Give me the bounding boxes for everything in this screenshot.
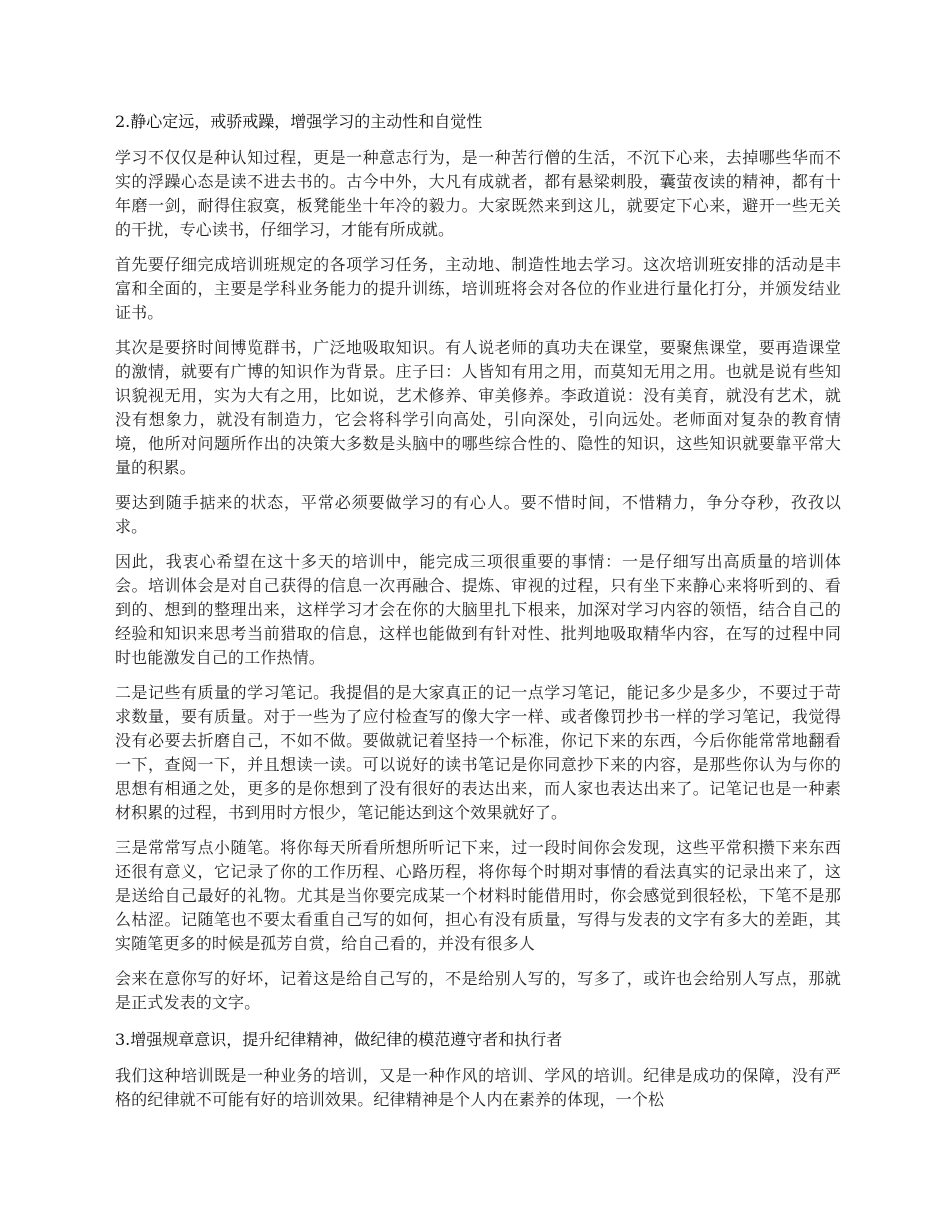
paragraph: 二是记些有质量的学习笔记。我提倡的是大家真正的记一点学习笔记，能记多少是多少，不要过于苛求数量，要有质量。对于一些为了应付检查写的像大字一样、或者像罚抄书一样的学习笔记，我觉得没有必要去折磨自己，不如不做。要做就记着坚持一个标准，你记下来的东西，今后你能常常地翻看一下，查阅一下，并且想读一读。可以说好的读书笔记是你同意抄下来的内容，是那些你认为与你的思想有相通之处，更多的是你想到了没有很好的表达出来，而人家也表达出来了。记笔记也是一种素材积累的过程，书到用时方恨少，笔记能达到这个效果就好了。 — [115, 683, 841, 822]
document-page — [115, 108, 841, 1123]
section-3-heading: 3.增强规章意识，提升纪律精神，做纪律的模范遵守者和执行者 — [115, 1030, 563, 1049]
paragraph: 学习不仅仅是种认知过程，更是一种意志行为，是一种苦行僧的生活，不沉下心来，去掉哪些华而不实的浮躁心态是读不进去书的。古今中外，大凡有成就者，都有悬梁刺股，囊萤夜读的精神，都有十年磨一剑，耐得住寂寞，板凳能坐十年冷的毅力。大家既然来到这儿，就要定下心来，避开一些无关的干扰，专心读书，仔细学习，才能有所成就。 — [115, 148, 841, 239]
paragraph: 因此，我衷心希望在这十多天的培训中，能完成三项很重要的事情：一是仔细写出高质量的培训体会。培训体会是对自己获得的信息一次再融合、提炼、审视的过程，只有坐下来静心来将听到的、看到的、想到的整理出来，这样学习才会在你的大脑里扎下根来，加深对学习内容的领悟，结合自己的经验和知识来思考当前猎取的信息，这样也能做到有针对性、批判地吸取精华内容，在写的过程中同时也能激发自己的工作热情。 — [115, 552, 841, 667]
paragraph: 三是常常写点小随笔。将你每天所看所想所听记下来，过一段时间你会发现，这些平常积攒下来东西还很有意义，它记录了你的工作历程、心路历程，将你每个时期对事情的看法真实的记录出来了，这是送给自己最好的礼物。尤其是当你要完成某一个材料时能借用时，你会感觉到很轻松，下笔不是那么枯涩。记随笔也不要太看重自己写的如何，担心有没有质量，写得与发表的文字有多大的差距，其实随笔更多的时候是孤芳自赏，给自己看的，并没有很多人 — [115, 838, 841, 953]
paragraph: 会来在意你写的好坏，记着这是给自己写的，不是给别人写的，写多了，或许也会给别人写点，那就是正式发表的文字。 — [115, 969, 841, 1012]
paragraph: 其次是要挤时间博览群书，广泛地吸取知识。有人说老师的真功夫在课堂，要聚焦课堂，要再造课堂的激情，就要有广博的知识作为背景。庄子曰：人皆知有用之用，而莫知无用之用。也就是说有些知识貌视无用，实为大有之用，比如说，艺术修养、审美修养。李政道说：没有美育，就没有艺术，就没有想象力，就没有制造力，它会将科学引向高处，引向深处，引向远处。老师面对复杂的教育情境，他所对问题所作出的决策大多数是头脑中的哪些综合性的、隐性的知识，这些知识就要靠平常大量的积累。 — [115, 338, 841, 477]
paragraph: 我们这种培训既是一种业务的培训，又是一种作风的培训、学风的培训。纪律是成功的保障，没有严格的纪律就不可能有好的培训效果。纪律精神是个人内在素养的体现，一个松 — [115, 1066, 841, 1109]
paragraph: 要达到随手掂来的状态，平常必须要做学习的有心人。要不惜时间，不惜精力，争分夺秒，孜孜以求。 — [115, 493, 841, 536]
paragraph: 首先要仔细完成培训班规定的各项学习任务，主动地、制造性地去学习。这次培训班安排的活动是丰富和全面的，主要是学科业务能力的提升训练，培训班将会对各位的作业进行量化打分，并颁发结业证书。 — [115, 255, 841, 322]
section-2-heading: 2.静心定远，戒骄戒躁，增强学习的主动性和自觉性 — [115, 112, 483, 131]
